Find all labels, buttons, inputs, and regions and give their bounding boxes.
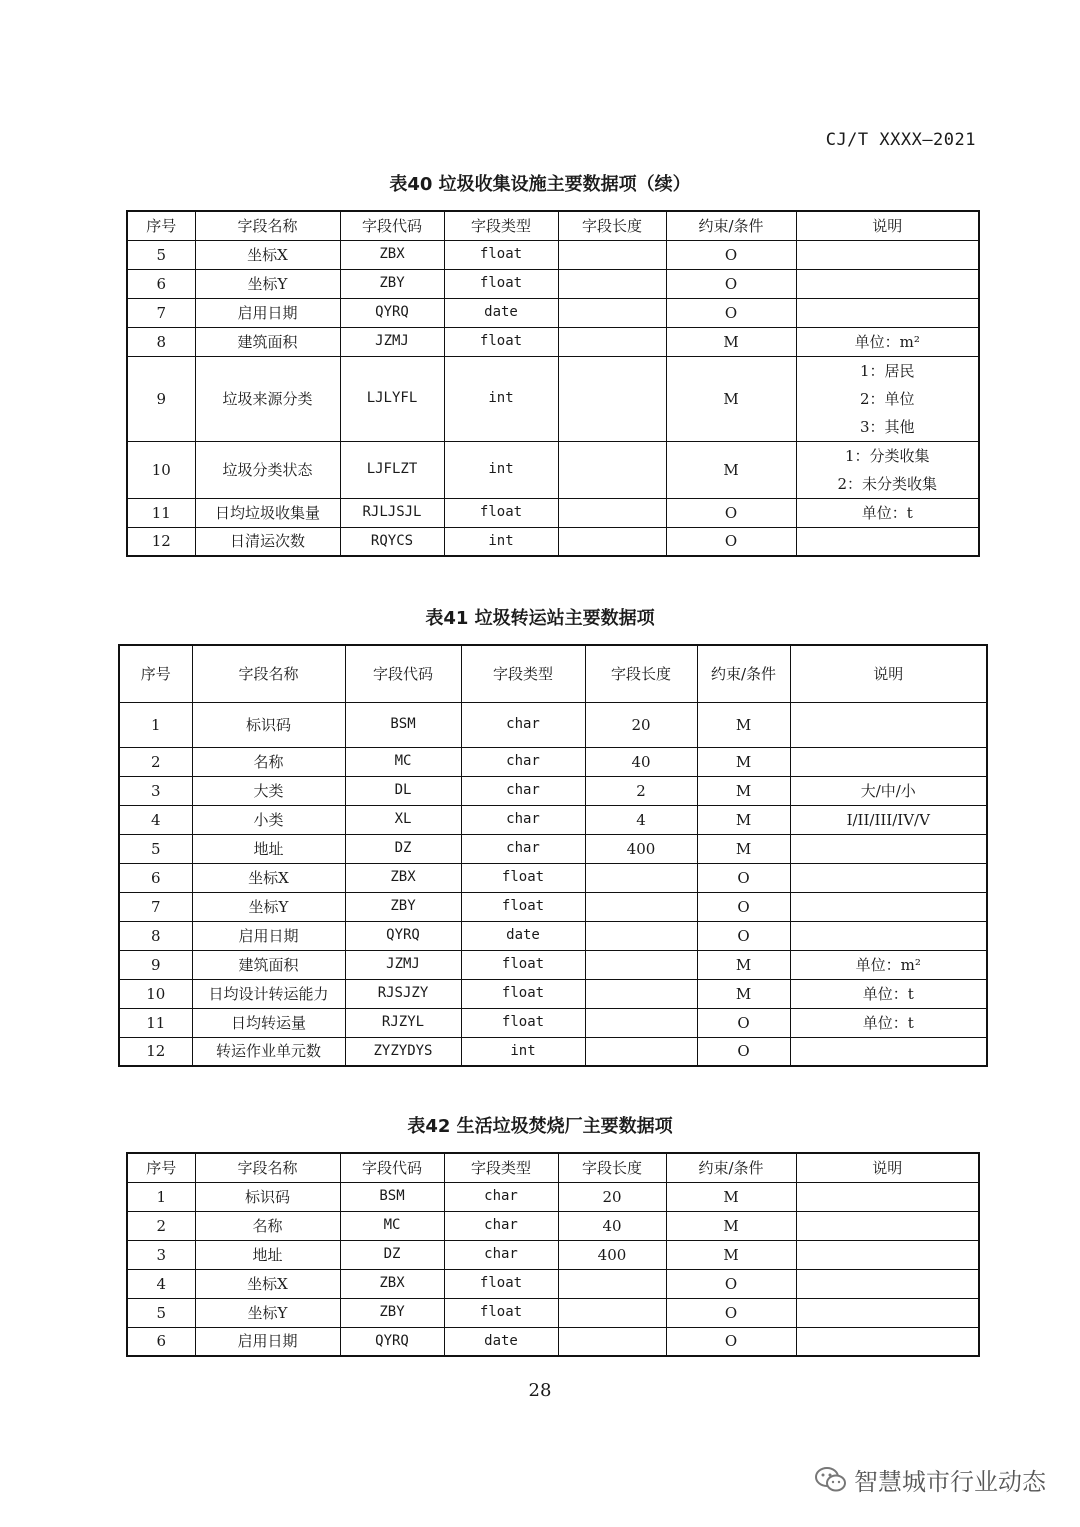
cell-code: JZMJ xyxy=(345,950,461,979)
cell-name: 名称 xyxy=(195,1211,340,1240)
cell-type: float xyxy=(444,1298,558,1327)
cell-name: 标识码 xyxy=(195,1182,340,1211)
table-row xyxy=(127,327,979,356)
watermark-text: 智慧城市行业动态 xyxy=(854,1468,1046,1496)
cell-type: char xyxy=(444,1182,558,1211)
cell-no: 3 xyxy=(119,776,192,805)
cell-name: 日均转运量 xyxy=(192,1008,345,1037)
table-row xyxy=(127,1211,979,1240)
cell-no: 7 xyxy=(119,892,192,921)
cell-note xyxy=(796,527,979,556)
cell-length: 400 xyxy=(558,1240,666,1269)
table41-header-type: 字段类型 xyxy=(461,645,585,702)
cell-length: 4 xyxy=(585,805,697,834)
cell-length xyxy=(585,1037,697,1066)
cell-code: ZBY xyxy=(340,269,444,298)
cell-no: 9 xyxy=(127,356,195,441)
cell-constraint: M xyxy=(697,776,790,805)
cell-name: 转运作业单元数 xyxy=(192,1037,345,1066)
cell-length xyxy=(585,921,697,950)
cell-type: float xyxy=(461,979,585,1008)
table-row xyxy=(127,298,979,327)
note-line: 2：未分类收集 xyxy=(837,474,938,493)
cell-type: date xyxy=(444,298,558,327)
cell-constraint: O xyxy=(666,527,796,556)
cell-name: 地址 xyxy=(192,834,345,863)
cell-type: int xyxy=(444,527,558,556)
cell-constraint: M xyxy=(697,834,790,863)
table42-header-no: 序号 xyxy=(127,1153,195,1182)
table40-title: 表40 垃圾收集设施主要数据项（续） xyxy=(389,174,691,195)
cell-type: char xyxy=(461,702,585,747)
cell-code: LJFLZT xyxy=(340,441,444,498)
cell-note xyxy=(796,298,979,327)
watermark xyxy=(814,1462,1046,1497)
cell-constraint: M xyxy=(697,702,790,747)
cell-note xyxy=(796,441,979,498)
table-row xyxy=(127,1298,979,1327)
standard-code: CJ/T XXXX—2021 xyxy=(825,130,976,150)
cell-no: 2 xyxy=(127,1211,195,1240)
cell-no: 5 xyxy=(127,240,195,269)
cell-note xyxy=(790,892,987,921)
cell-length: 20 xyxy=(585,702,697,747)
table-row xyxy=(127,1182,979,1211)
cell-type: char xyxy=(461,776,585,805)
note-line: 3：其他 xyxy=(859,417,915,436)
table41-header-row xyxy=(119,645,987,702)
cell-type: char xyxy=(461,747,585,776)
cell-constraint: O xyxy=(697,1008,790,1037)
table-row xyxy=(119,747,987,776)
table-row xyxy=(127,498,979,527)
cell-note xyxy=(796,269,979,298)
table40-header-length: 字段长度 xyxy=(558,211,666,240)
cell-name: 启用日期 xyxy=(195,1327,340,1356)
cell-length xyxy=(558,327,666,356)
cell-name: 坐标Y xyxy=(192,892,345,921)
cell-name: 启用日期 xyxy=(192,921,345,950)
table40-header-code: 字段代码 xyxy=(340,211,444,240)
cell-name: 标识码 xyxy=(192,702,345,747)
table-row xyxy=(127,269,979,298)
cell-note xyxy=(790,1037,987,1066)
cell-note xyxy=(796,1298,979,1327)
cell-length xyxy=(558,498,666,527)
cell-length xyxy=(585,950,697,979)
cell-length: 400 xyxy=(585,834,697,863)
cell-no: 1 xyxy=(119,702,192,747)
table41-header-length: 字段长度 xyxy=(585,645,697,702)
page-number: 28 xyxy=(528,1380,552,1401)
cell-type: float xyxy=(461,863,585,892)
cell-length xyxy=(558,240,666,269)
cell-length xyxy=(585,979,697,1008)
cell-no: 3 xyxy=(127,1240,195,1269)
cell-constraint: O xyxy=(697,892,790,921)
cell-constraint: M xyxy=(697,805,790,834)
cell-type: char xyxy=(444,1211,558,1240)
cell-code: QYRQ xyxy=(340,1327,444,1356)
table42-title: 表42 生活垃圾焚烧厂主要数据项 xyxy=(407,1116,673,1137)
table-row xyxy=(119,950,987,979)
table40-header-no: 序号 xyxy=(127,211,195,240)
cell-type: char xyxy=(461,834,585,863)
table-row xyxy=(127,356,979,441)
cell-no: 10 xyxy=(119,979,192,1008)
cell-name: 垃圾来源分类 xyxy=(195,356,340,441)
cell-constraint: O xyxy=(666,240,796,269)
cell-no: 1 xyxy=(127,1182,195,1211)
cell-length: 20 xyxy=(558,1182,666,1211)
table-row xyxy=(119,863,987,892)
cell-code: ZBX xyxy=(340,240,444,269)
table-row xyxy=(119,776,987,805)
table41-header-code: 字段代码 xyxy=(345,645,461,702)
table40-header-constraint: 约束/条件 xyxy=(666,211,796,240)
cell-type: float xyxy=(444,269,558,298)
cell-name: 日清运次数 xyxy=(195,527,340,556)
cell-name: 小类 xyxy=(192,805,345,834)
table-row xyxy=(127,1327,979,1356)
cell-code: ZBX xyxy=(340,1269,444,1298)
table-row xyxy=(119,979,987,1008)
table42-header-note: 说明 xyxy=(796,1153,979,1182)
cell-constraint: O xyxy=(666,1327,796,1356)
cell-constraint: O xyxy=(666,298,796,327)
cell-note xyxy=(790,747,987,776)
table42-header-row xyxy=(127,1153,979,1182)
cell-length xyxy=(558,527,666,556)
cell-constraint: O xyxy=(697,863,790,892)
table-row xyxy=(119,921,987,950)
cell-note xyxy=(796,240,979,269)
wechat-icon xyxy=(814,1465,848,1495)
table40-header-row xyxy=(127,211,979,240)
cell-length xyxy=(558,298,666,327)
cell-constraint: M xyxy=(666,1211,796,1240)
cell-note: 单位：m² xyxy=(790,950,987,979)
cell-constraint: M xyxy=(697,747,790,776)
cell-code: QYRQ xyxy=(340,298,444,327)
cell-no: 9 xyxy=(119,950,192,979)
cell-constraint: O xyxy=(697,1037,790,1066)
cell-type: int xyxy=(444,356,558,441)
table42-header-constraint: 约束/条件 xyxy=(666,1153,796,1182)
cell-length xyxy=(558,1269,666,1298)
cell-name: 建筑面积 xyxy=(195,327,340,356)
table-row xyxy=(119,1008,987,1037)
cell-length xyxy=(558,1298,666,1327)
table40-header-note: 说明 xyxy=(796,211,979,240)
cell-constraint: M xyxy=(666,356,796,441)
cell-no: 6 xyxy=(119,863,192,892)
cell-code: ZBX xyxy=(345,863,461,892)
cell-note: 单位：t xyxy=(796,498,979,527)
cell-type: float xyxy=(444,327,558,356)
cell-code: RJSJZY xyxy=(345,979,461,1008)
table42-header-name: 字段名称 xyxy=(195,1153,340,1182)
cell-no: 8 xyxy=(127,327,195,356)
cell-code: ZBY xyxy=(345,892,461,921)
cell-constraint: M xyxy=(666,1182,796,1211)
table41-header-constraint: 约束/条件 xyxy=(697,645,790,702)
cell-constraint: O xyxy=(666,269,796,298)
cell-code: BSM xyxy=(340,1182,444,1211)
cell-type: int xyxy=(444,441,558,498)
cell-code: MC xyxy=(345,747,461,776)
table-row xyxy=(119,805,987,834)
cell-type: float xyxy=(444,240,558,269)
table42-header-code: 字段代码 xyxy=(340,1153,444,1182)
cell-no: 11 xyxy=(119,1008,192,1037)
cell-name: 日均设计转运能力 xyxy=(192,979,345,1008)
table-row xyxy=(127,441,979,498)
cell-name: 坐标X xyxy=(195,240,340,269)
table-row xyxy=(127,1240,979,1269)
cell-name: 建筑面积 xyxy=(192,950,345,979)
table40 xyxy=(126,210,980,557)
cell-note xyxy=(796,1240,979,1269)
note-line: 1：分类收集 xyxy=(844,446,930,465)
cell-no: 12 xyxy=(119,1037,192,1066)
cell-note: 单位：t xyxy=(790,979,987,1008)
cell-no: 12 xyxy=(127,527,195,556)
cell-code: DZ xyxy=(340,1240,444,1269)
cell-length xyxy=(558,356,666,441)
cell-type: char xyxy=(461,805,585,834)
cell-type: char xyxy=(444,1240,558,1269)
cell-note: 大/中/小 xyxy=(790,776,987,805)
cell-type: date xyxy=(461,921,585,950)
cell-constraint: M xyxy=(697,950,790,979)
table-row xyxy=(127,527,979,556)
table-row xyxy=(119,834,987,863)
cell-code: MC xyxy=(340,1211,444,1240)
cell-code: ZYZYDYS xyxy=(345,1037,461,1066)
cell-name: 大类 xyxy=(192,776,345,805)
cell-note xyxy=(796,1182,979,1211)
table-row xyxy=(119,702,987,747)
cell-no: 5 xyxy=(119,834,192,863)
note-line: 2：单位 xyxy=(859,389,915,408)
table42-header-length: 字段长度 xyxy=(558,1153,666,1182)
cell-code: RJZYL xyxy=(345,1008,461,1037)
table40-header-name: 字段名称 xyxy=(195,211,340,240)
cell-constraint: O xyxy=(697,921,790,950)
cell-constraint: O xyxy=(666,1298,796,1327)
cell-note xyxy=(796,1211,979,1240)
cell-constraint: O xyxy=(666,1269,796,1298)
cell-code: JZMJ xyxy=(340,327,444,356)
table-row xyxy=(119,1037,987,1066)
cell-no: 4 xyxy=(127,1269,195,1298)
cell-name: 坐标Y xyxy=(195,269,340,298)
cell-name: 启用日期 xyxy=(195,298,340,327)
cell-no: 7 xyxy=(127,298,195,327)
cell-code: LJLYFL xyxy=(340,356,444,441)
cell-note xyxy=(790,702,987,747)
cell-no: 4 xyxy=(119,805,192,834)
cell-type: float xyxy=(444,1269,558,1298)
cell-length: 40 xyxy=(585,747,697,776)
note-line: 1：居民 xyxy=(859,361,915,380)
cell-no: 8 xyxy=(119,921,192,950)
table42 xyxy=(126,1152,980,1357)
table-row xyxy=(119,892,987,921)
cell-code: XL xyxy=(345,805,461,834)
cell-no: 6 xyxy=(127,1327,195,1356)
cell-name: 坐标X xyxy=(192,863,345,892)
cell-length xyxy=(585,863,697,892)
cell-note xyxy=(790,863,987,892)
cell-code: RQYCS xyxy=(340,527,444,556)
cell-no: 2 xyxy=(119,747,192,776)
cell-type: float xyxy=(461,950,585,979)
cell-note xyxy=(790,834,987,863)
cell-constraint: M xyxy=(666,1240,796,1269)
cell-name: 坐标X xyxy=(195,1269,340,1298)
cell-note xyxy=(796,1269,979,1298)
table41-header-no: 序号 xyxy=(119,645,192,702)
cell-name: 坐标Y xyxy=(195,1298,340,1327)
cell-length xyxy=(558,269,666,298)
table40-header-type: 字段类型 xyxy=(444,211,558,240)
table41-header-name: 字段名称 xyxy=(192,645,345,702)
cell-length xyxy=(558,441,666,498)
cell-code: DZ xyxy=(345,834,461,863)
cell-type: float xyxy=(444,498,558,527)
cell-length xyxy=(585,892,697,921)
cell-code: DL xyxy=(345,776,461,805)
cell-code: QYRQ xyxy=(345,921,461,950)
cell-constraint: M xyxy=(666,327,796,356)
cell-type: float xyxy=(461,892,585,921)
cell-code: BSM xyxy=(345,702,461,747)
cell-constraint: M xyxy=(697,979,790,1008)
cell-note: 单位：t xyxy=(790,1008,987,1037)
cell-type: float xyxy=(461,1008,585,1037)
cell-note: I/II/III/IV/V xyxy=(790,805,987,834)
cell-length: 40 xyxy=(558,1211,666,1240)
table41-title: 表41 垃圾转运站主要数据项 xyxy=(425,608,655,629)
cell-type: int xyxy=(461,1037,585,1066)
cell-length xyxy=(558,1327,666,1356)
cell-no: 10 xyxy=(127,441,195,498)
table-row xyxy=(127,240,979,269)
cell-type: date xyxy=(444,1327,558,1356)
cell-name: 日均垃圾收集量 xyxy=(195,498,340,527)
table41-header-note: 说明 xyxy=(790,645,987,702)
cell-length: 2 xyxy=(585,776,697,805)
table41 xyxy=(118,644,988,1067)
cell-constraint: M xyxy=(666,441,796,498)
cell-no: 6 xyxy=(127,269,195,298)
cell-length xyxy=(585,1008,697,1037)
table42-header-type: 字段类型 xyxy=(444,1153,558,1182)
cell-note xyxy=(790,921,987,950)
cell-note xyxy=(796,356,979,441)
cell-name: 地址 xyxy=(195,1240,340,1269)
cell-note: 单位：m² xyxy=(796,327,979,356)
cell-name: 名称 xyxy=(192,747,345,776)
cell-code: RJLJSJL xyxy=(340,498,444,527)
table-row xyxy=(127,1269,979,1298)
cell-no: 5 xyxy=(127,1298,195,1327)
cell-name: 垃圾分类状态 xyxy=(195,441,340,498)
cell-constraint: O xyxy=(666,498,796,527)
cell-code: ZBY xyxy=(340,1298,444,1327)
cell-note xyxy=(796,1327,979,1356)
cell-no: 11 xyxy=(127,498,195,527)
